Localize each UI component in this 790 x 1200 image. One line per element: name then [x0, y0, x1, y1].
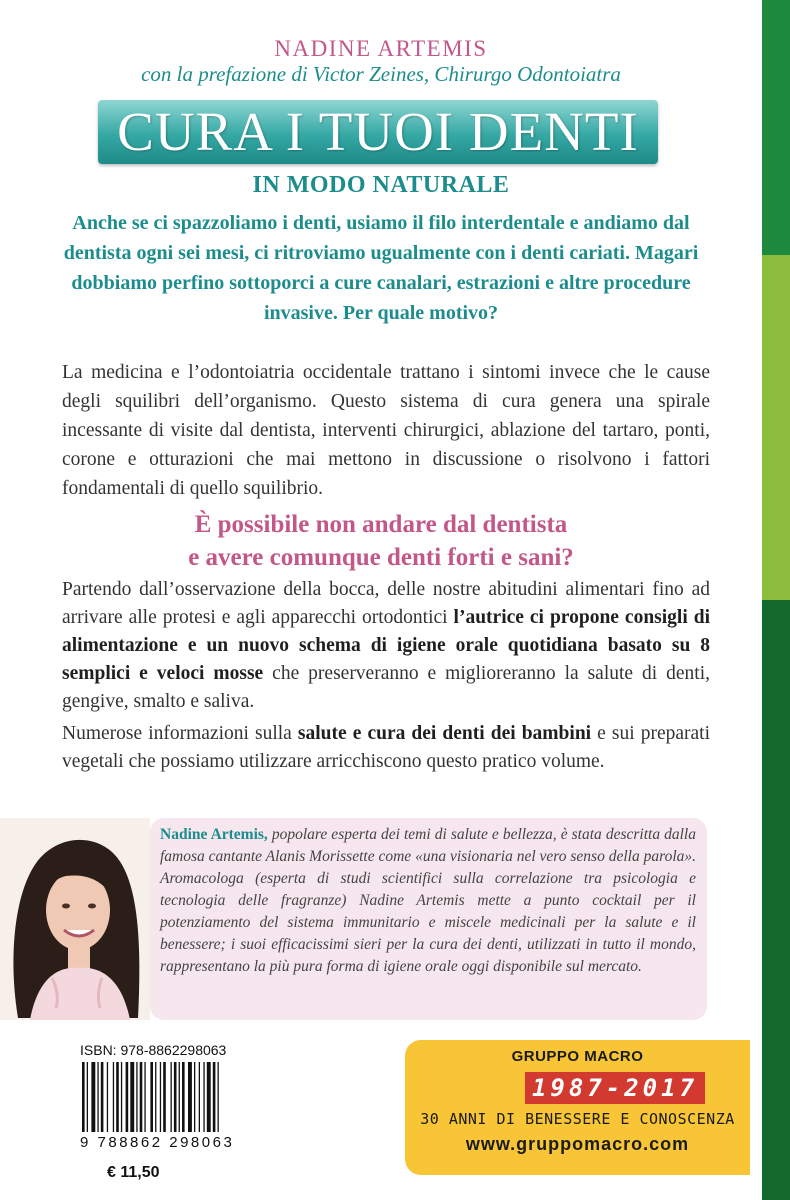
bio-text: popolare esperta dei temi di salute e bellezza, è stata descritta dalla famosa cantante Alanis Morissette come «una visionaria nel vero senso della parola». Aromacologa (esperta di studi scientifici sulla correlazione tra psicologia e tecnologia delle fragranze) Nadine Artemis mette a punto cocktail per il potenziamento del sistema immunitario e miscele medicinali per la salute e il benessere; i suoi efficacissimi sieri per la cura dei denti, utilizzati in tutto il mondo, rappresentano la più pura forma di igiene orale oggi disponibile sul mercato. — [160, 826, 696, 975]
anniversary-years: 1987-2017 — [525, 1072, 705, 1104]
book-spine — [762, 0, 790, 1200]
barcode-bar — [203, 1062, 204, 1132]
isbn-label: ISBN: 978-8862298063 — [80, 1042, 227, 1058]
body2-text: Partendo dall’osservazione della bocca, delle nostre abitudini alimentari fino ad arrivare alle protesi e agli apparecchi ortodontici — [62, 579, 710, 628]
barcode-bar — [163, 1062, 166, 1132]
body2-bold: l’autrice ci propone consigli di alimentazione e un nuovo schema di igiene orale quotidiana basato su 8 semplici e veloci mosse — [62, 607, 710, 684]
barcode-bar — [213, 1062, 216, 1132]
author-name: NADINE ARTEMIS — [274, 36, 488, 61]
publisher-group-name: GRUPPO MACRO — [511, 1048, 644, 1065]
barcode-bar — [107, 1062, 108, 1132]
price: € 11,50 — [107, 1164, 160, 1181]
author-bio — [160, 824, 696, 978]
portrait-image — [0, 818, 150, 1020]
barcode-bar — [150, 1062, 153, 1132]
spine-band-light — [762, 255, 790, 600]
body-paragraph-3 — [62, 720, 710, 776]
body3-text-end: e sui preparati vegetali che possiamo utilizzare arricchiscono questo pratico volume. — [62, 723, 710, 772]
barcode-bar — [144, 1062, 145, 1132]
anniversary-tagline: 30 ANNI DI BENESSERE E CONOSCENZA — [420, 1110, 735, 1128]
barcode-bar — [140, 1062, 143, 1132]
barcode — [80, 1062, 246, 1132]
barcode-bar — [116, 1062, 119, 1132]
question-line-1: È possibile non andare dal dentista — [194, 511, 568, 538]
barcode-bar — [113, 1062, 114, 1132]
book-title: CURA I TUOI DENTI — [117, 101, 639, 162]
barcode-bar — [194, 1062, 195, 1132]
barcode-bar — [174, 1062, 177, 1132]
barcode-bar — [91, 1062, 95, 1132]
barcode-bar — [101, 1062, 104, 1132]
barcode-bar — [188, 1062, 192, 1132]
author-portrait — [0, 818, 150, 1020]
body3-bold: salute e cura dei denti dei bambini — [297, 723, 592, 744]
barcode-bar — [207, 1062, 211, 1132]
spine-band-deep — [762, 600, 790, 1200]
barcode-bar — [87, 1062, 88, 1132]
question-line-2: e avere comunque denti forti e sani? — [188, 544, 574, 571]
body3-text: Numerose informazioni sulla — [62, 723, 298, 744]
barcode-bar — [218, 1062, 219, 1132]
lead-paragraph: Anche se ci spazzoliamo i denti, usiamo il filo interdentale e andiamo dal dentista ogni sei mesi, ci ritroviamo ugualmente con i denti cariati. Magari dobbiamo perfino sottoporci a cure canalari, estrazioni e altre procedure invasive. Per quale motivo? — [63, 212, 699, 324]
barcode-bar — [130, 1062, 134, 1132]
body-paragraph-2 — [62, 576, 710, 716]
book-subtitle: IN MODO NATURALE — [252, 172, 510, 198]
barcode-bar — [121, 1062, 122, 1132]
body2-text-end: che preserveranno e miglioreranno la salute di denti, gengive, smalto e saliva. — [62, 663, 711, 712]
spine-band-dark — [762, 0, 790, 255]
barcode-bar — [179, 1062, 180, 1132]
publisher-website: www.gruppomacro.com — [465, 1134, 690, 1154]
barcode-bar — [136, 1062, 137, 1132]
body-paragraph-1: La medicina e l’odontoiatria occidentale trattano i sintomi invece che le cause degli squilibri dell’organismo. Questo sistema di cura genera una spirale incessante di visite dal dentista, interventi chirurgici, ablazione del tartaro, ponti, corone e otturazioni che mai mettono in discussione o risolvono i fattori fondamentali di quello squilibrio. — [62, 362, 710, 499]
barcode-bar — [97, 1062, 98, 1132]
bio-name: Nadine Artemis, — [160, 826, 268, 843]
barcode-bar — [82, 1062, 85, 1132]
barcode-bar — [182, 1062, 185, 1132]
highlight-question — [0, 508, 762, 574]
barcode-bar — [155, 1062, 156, 1132]
isbn-digits: 9 788862 298063 — [80, 1134, 235, 1151]
preface-credit: con la prefazione di Victor Zeines, Chirurgo Odontoiatra — [141, 62, 621, 86]
barcode-bar — [199, 1062, 200, 1132]
barcode-bar — [126, 1062, 129, 1132]
barcode-bar — [171, 1062, 172, 1132]
barcode-bar — [160, 1062, 161, 1132]
